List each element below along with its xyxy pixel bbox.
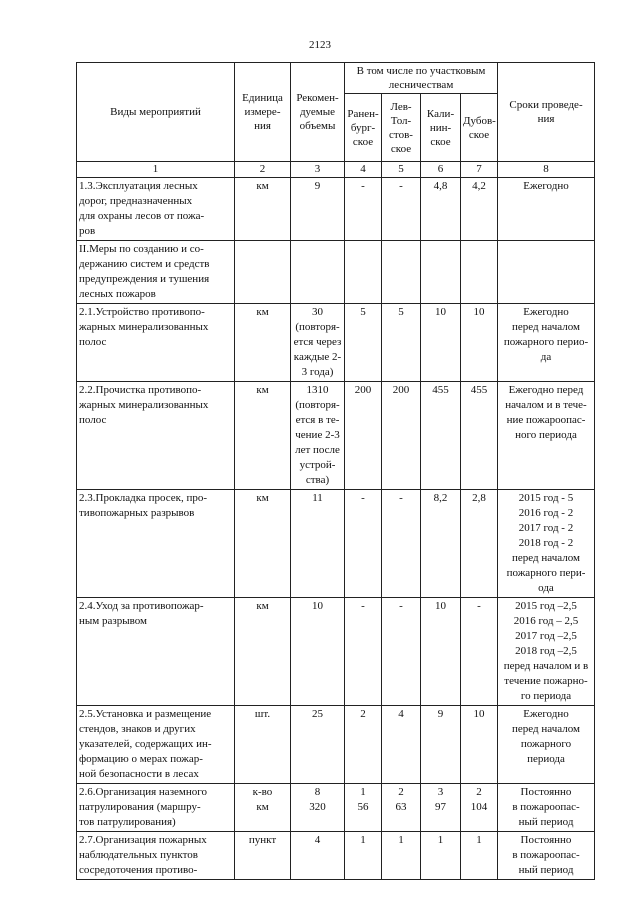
lev-tolstov-value: -: [382, 490, 421, 598]
dubov-value: -: [461, 598, 498, 706]
header-ranenburg: Ранен- бург- ское: [345, 94, 382, 162]
header-activities: Виды мероприятий: [77, 63, 235, 162]
dubov-value: 10: [461, 304, 498, 382]
volume: 10: [291, 598, 345, 706]
table-row: [77, 490, 595, 598]
header-forestries-group: В том числе по участковым лесничествам: [345, 63, 498, 94]
kalinin-value: 455: [421, 382, 461, 490]
ranenburg-value: [345, 241, 382, 304]
dubov-value: 4,2: [461, 178, 498, 241]
ranenburg-value: -: [345, 598, 382, 706]
volume: [291, 241, 345, 304]
header-lev-tolstov: Лев- Тол- стов- ское: [382, 94, 421, 162]
table-row: [77, 241, 595, 304]
col-number: 1: [77, 162, 235, 178]
activity-name: 2.5.Установка и размещение стендов, знаков и других указателей, содержащих ин- формацию о мерах пожар- ной безопасности в лесах: [77, 706, 235, 784]
activity-name: 2.6.Организация наземного патрулирования (маршру- тов патрулирования): [77, 784, 235, 832]
term: Постоянно в пожароопас- ный период: [498, 832, 595, 880]
table-row: [77, 832, 595, 880]
table-row: [77, 784, 595, 832]
col-number: 2: [235, 162, 291, 178]
unit: шт.: [235, 706, 291, 784]
ranenburg-value: 200: [345, 382, 382, 490]
lev-tolstov-value: 1: [382, 832, 421, 880]
kalinin-value: 4,8: [421, 178, 461, 241]
activity-name: II.Меры по созданию и со- держанию систем и средств предупреждения и тушения лесных пожаров: [77, 241, 235, 304]
kalinin-value: 8,2: [421, 490, 461, 598]
table-row: [77, 304, 595, 382]
dubov-value: 10: [461, 706, 498, 784]
unit: км: [235, 178, 291, 241]
measures-table: [76, 62, 595, 880]
volume: 8 320: [291, 784, 345, 832]
header-unit: Единица измере- ния: [235, 63, 291, 162]
volume: 30 (повторя- ется через каждые 2- 3 года): [291, 304, 345, 382]
table-row: [77, 178, 595, 241]
activity-name: 2.7.Организация пожарных наблюдательных пунктов сосредоточения противо-: [77, 832, 235, 880]
term: 2015 год - 5 2016 год - 2 2017 год - 2 2018 год - 2 перед началом пожарного пери- ода: [498, 490, 595, 598]
ranenburg-value: -: [345, 178, 382, 241]
lev-tolstov-value: -: [382, 178, 421, 241]
term: Ежегодно перед началом пожарного перио- да: [498, 304, 595, 382]
table-row: [77, 598, 595, 706]
col-number: 8: [498, 162, 595, 178]
kalinin-value: [421, 241, 461, 304]
col-number: 7: [461, 162, 498, 178]
activity-name: 2.1.Устройство противопо- жарных минерализованных полос: [77, 304, 235, 382]
volume: 11: [291, 490, 345, 598]
column-numbers-row: [77, 162, 595, 178]
ranenburg-value: 1 56: [345, 784, 382, 832]
page-number: 2123: [309, 39, 331, 51]
unit: км: [235, 382, 291, 490]
table-row: [77, 706, 595, 784]
col-number: 6: [421, 162, 461, 178]
lev-tolstov-value: -: [382, 598, 421, 706]
kalinin-value: 10: [421, 304, 461, 382]
header-dubov: Дубов- ское: [461, 94, 498, 162]
unit: пункт: [235, 832, 291, 880]
activity-name: 1.3.Эксплуатация лесных дорог, предназначенных для охраны лесов от пожа- ров: [77, 178, 235, 241]
dubov-value: 2 104: [461, 784, 498, 832]
header-terms: Сроки проведе- ния: [498, 63, 595, 162]
activity-name: 2.3.Прокладка просек, про- тивопожарных разрывов: [77, 490, 235, 598]
term: Постоянно в пожароопас- ный период: [498, 784, 595, 832]
dubov-value: [461, 241, 498, 304]
header-volume: Рекомен- дуемые объемы: [291, 63, 345, 162]
lev-tolstov-value: 4: [382, 706, 421, 784]
lev-tolstov-value: 2 63: [382, 784, 421, 832]
unit: к-во км: [235, 784, 291, 832]
ranenburg-value: -: [345, 490, 382, 598]
activity-name: 2.4.Уход за противопожар- ным разрывом: [77, 598, 235, 706]
term: [498, 241, 595, 304]
dubov-value: 1: [461, 832, 498, 880]
dubov-value: 455: [461, 382, 498, 490]
kalinin-value: 3 97: [421, 784, 461, 832]
unit: км: [235, 598, 291, 706]
kalinin-value: 1: [421, 832, 461, 880]
lev-tolstov-value: [382, 241, 421, 304]
lev-tolstov-value: 5: [382, 304, 421, 382]
ranenburg-value: 1: [345, 832, 382, 880]
volume: 1310 (повторя- ется в те- чение 2-3 лет после устрой- ства): [291, 382, 345, 490]
kalinin-value: 10: [421, 598, 461, 706]
volume: 9: [291, 178, 345, 241]
col-number: 5: [382, 162, 421, 178]
term: 2015 год –2,5 2016 год – 2,5 2017 год –2,5 2018 год –2,5 перед началом и в течение пожарно- го периода: [498, 598, 595, 706]
volume: 25: [291, 706, 345, 784]
col-number: 3: [291, 162, 345, 178]
table-row: [77, 382, 595, 490]
term: Ежегодно перед началом пожарного периода: [498, 706, 595, 784]
term: Ежегодно перед началом и в тече- ние пожароопас- ного периода: [498, 382, 595, 490]
ranenburg-value: 2: [345, 706, 382, 784]
ranenburg-value: 5: [345, 304, 382, 382]
kalinin-value: 9: [421, 706, 461, 784]
lev-tolstov-value: 200: [382, 382, 421, 490]
activity-name: 2.2.Прочистка противопо- жарных минерализованных полос: [77, 382, 235, 490]
col-number: 4: [345, 162, 382, 178]
dubov-value: 2,8: [461, 490, 498, 598]
unit: км: [235, 304, 291, 382]
volume: 4: [291, 832, 345, 880]
header-kalinin: Кали- нин- ское: [421, 94, 461, 162]
term: Ежегодно: [498, 178, 595, 241]
unit: [235, 241, 291, 304]
unit: км: [235, 490, 291, 598]
